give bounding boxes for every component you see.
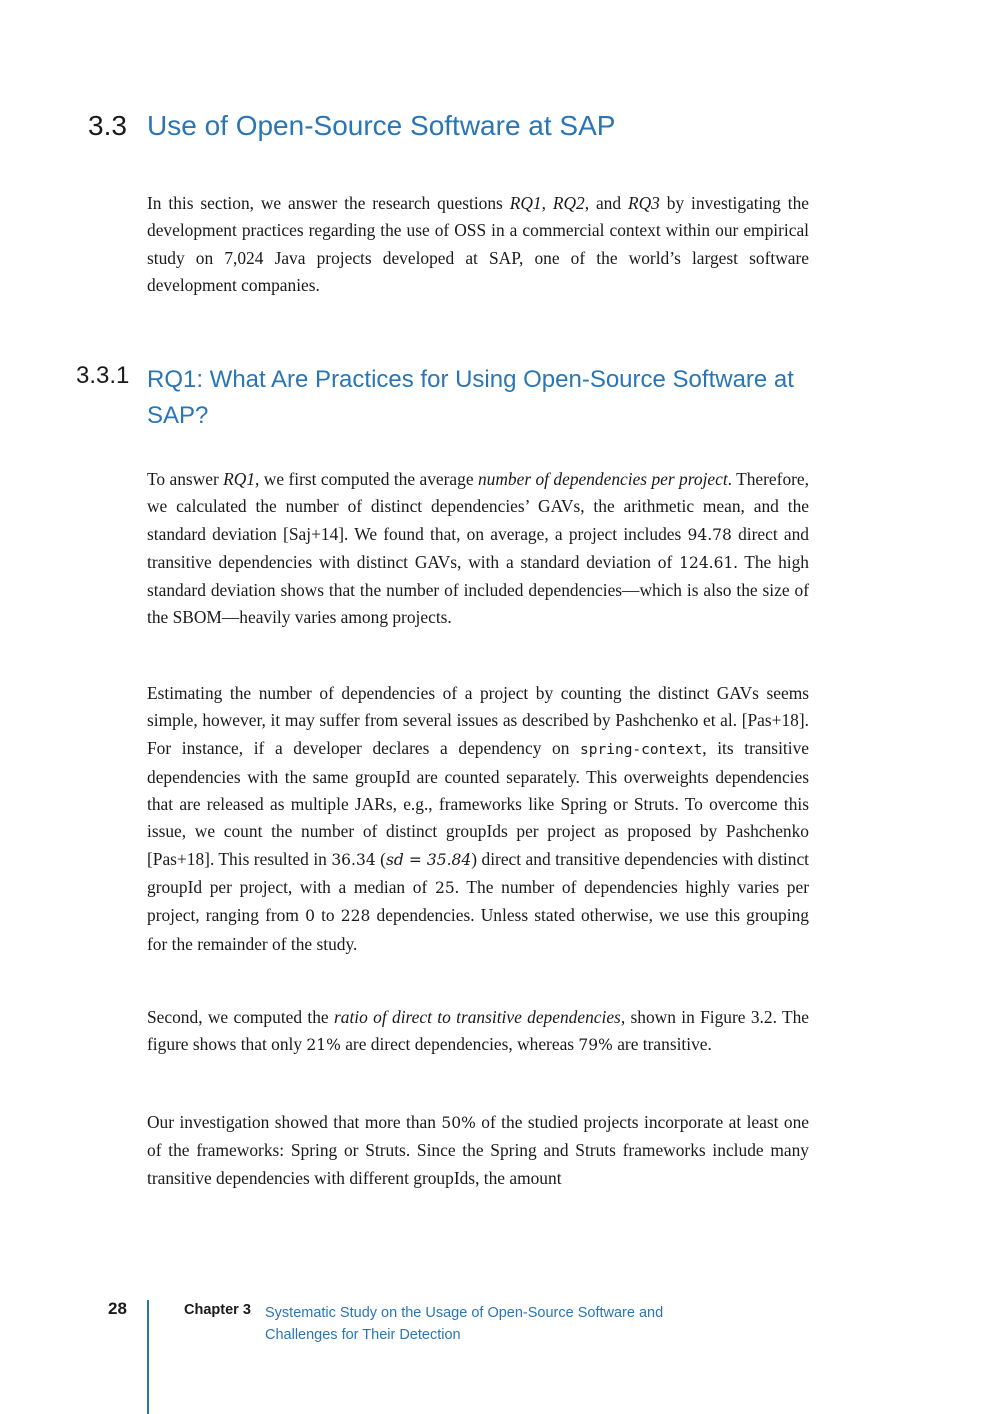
paragraph-3 xyxy=(147,1004,809,1060)
text-run: of the studied projects incorporate at least one of the frameworks: Spring or Struts. Since the Spring and Struts frameworks include many transitive dependencies with different groupIds, the amount xyxy=(147,1112,809,1188)
text-run: , its transitive dependencies with the same groupId are counted separately. This overweights dependencies that are released as multiple JARs, e.g., frameworks like Spring or Struts. To overcome this issue, we count the number of distinct groupIds per project as proposed by Pashchenko [Pas+18]. This resulted in xyxy=(147,737,809,869)
section-title: Use of Open-Source Software at SAP xyxy=(147,110,616,141)
number: 124.61 xyxy=(679,553,734,572)
rq-ref: RQ2 xyxy=(552,193,585,213)
math-expression: sd = 35.84 xyxy=(385,850,472,869)
footer-divider xyxy=(147,1300,149,1414)
text-run: To answer xyxy=(147,469,224,489)
rq-ref: RQ1 xyxy=(509,193,542,213)
rq-ref: RQ3 xyxy=(627,193,660,213)
emphasis: number of dependencies per project xyxy=(477,469,728,489)
text-run: direct and transitive dependencies with distinct GAVs, with a standard deviation of xyxy=(147,523,809,572)
code-span: spring-context xyxy=(580,741,703,758)
section-number: 3.3 xyxy=(88,110,127,141)
text-run: . The high standard deviation shows that the number of included dependencies—which is also the size of the SBOM—heavily varies among projects. xyxy=(147,551,809,628)
text-run: ( xyxy=(375,848,386,869)
emphasis: ratio of direct to transitive dependencies xyxy=(333,1007,621,1027)
text-run: . The number of dependencies highly varies per project, ranging from xyxy=(147,877,809,926)
text-run: . Therefore, we calculated the number of distinct dependencies’ GAVs, the arithmetic mean, and the standard deviation [Saj+14]. We found that, on average, a project includes xyxy=(147,469,809,544)
text-run: by investigating the development practices regarding the use of OSS in a commercial context within our empirical study on 7,024 Java projects developed at SAP, one of the world’s largest software development companies. xyxy=(147,193,809,295)
text-run: Second, we computed the xyxy=(147,1007,334,1027)
number: 36.34 xyxy=(331,850,376,869)
paragraph-1 xyxy=(147,466,809,632)
text-run: are transitive. xyxy=(612,1034,712,1055)
text-run: Estimating the number of dependencies of a project by counting the distinct GAVs seems simple, however, it may suffer from several issues as described by Pashchenko et al. [Pas+18]. For instance, if a developer declares a dependency on xyxy=(147,683,809,758)
text-run: , shown in Figure 3.2. The figure shows that only xyxy=(147,1007,809,1055)
subsection-number: 3.3.1 xyxy=(76,362,130,389)
text-run: , xyxy=(541,193,553,213)
footer-chapter-title: Systematic Study on the Usage of Open-Source Software and Challenges for Their Detection xyxy=(265,1305,664,1343)
text-run: In this section, we answer the research questions xyxy=(147,193,510,213)
number: 0 xyxy=(305,907,315,926)
number: 25 xyxy=(434,879,455,898)
number: 50% xyxy=(441,1114,476,1132)
footer-chapter-label: Chapter 3 xyxy=(184,1302,251,1318)
text-run: , and xyxy=(584,193,628,213)
text-run: dependencies. Unless stated otherwise, we use this grouping for the remainder of the study. xyxy=(147,905,809,954)
rq-ref: RQ1 xyxy=(223,469,256,489)
subsection-title: RQ1: What Are Practices for Using Open-Source Software at SAP? xyxy=(147,366,794,429)
text-run: ) direct and transitive dependencies with distinct groupId per project, with a median of xyxy=(147,848,809,898)
number: 94.78 xyxy=(687,525,732,544)
number: 21% xyxy=(306,1036,341,1055)
page-number: 28 xyxy=(108,1299,127,1318)
number: 79% xyxy=(578,1036,613,1055)
text-run: , we first computed the average xyxy=(255,469,478,489)
number: 228 xyxy=(340,907,371,926)
paragraph-2 xyxy=(147,680,809,958)
text-run: Our investigation showed that more than xyxy=(147,1112,442,1132)
text-run: to xyxy=(314,905,341,926)
text-run: are direct dependencies, whereas xyxy=(340,1034,579,1055)
paragraph-4 xyxy=(147,1109,809,1192)
intro-paragraph xyxy=(147,190,809,299)
